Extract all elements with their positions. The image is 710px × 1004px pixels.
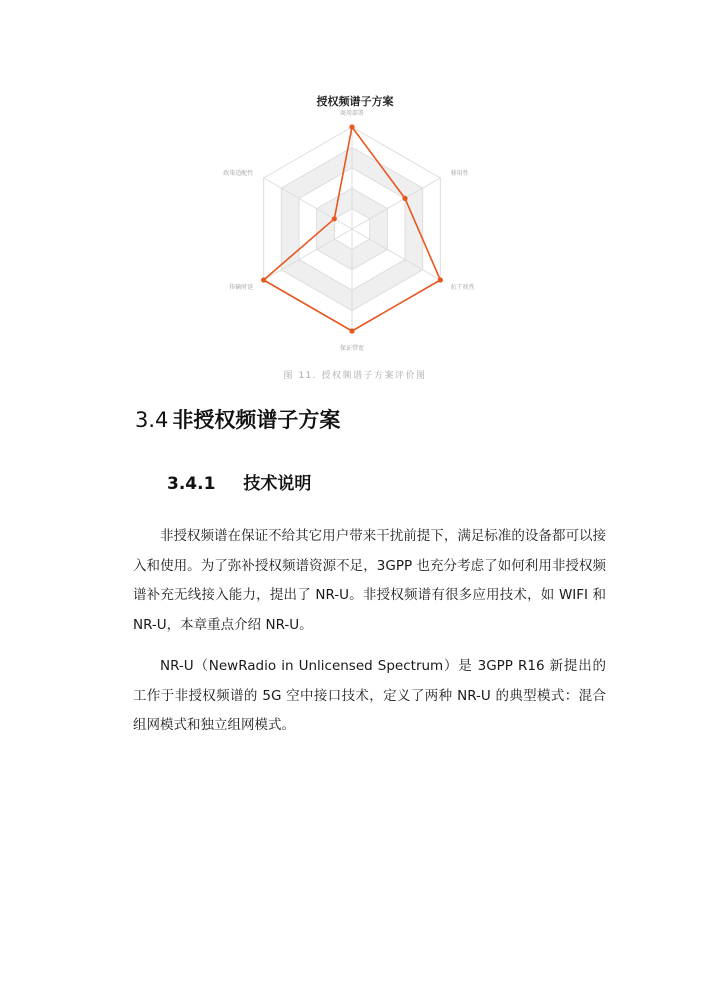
radar-axis-label: 传输时延	[229, 284, 254, 291]
radar-data-point	[438, 277, 443, 282]
radar-data-point	[349, 328, 354, 333]
radar-data-point	[402, 196, 407, 201]
radar-data-point	[349, 124, 354, 129]
section-number: 3.4	[135, 408, 169, 432]
radar-axis-label: 政策适配性	[223, 170, 254, 177]
paragraph-1: 非授权频谱在保证不给其它用户带来干扰前提下，满足标准的设备都可以接入和使用。为了弥补授权频谱资源不足，3GPP 也充分考虑了如何利用非授权频谱补充无线接入能力，提出了 NR-U。非授权频谱有很多应用技术，如 WIFI 和 NR-U，本章重点介绍 NR-U。	[133, 528, 606, 633]
radar-data-point	[332, 216, 337, 221]
radar-chart	[0, 0, 710, 370]
section-title: 非授权频谱子方案	[172, 408, 341, 432]
section-heading	[135, 404, 340, 434]
subsection-title: 技术说明	[243, 474, 312, 494]
subsection-number: 3.4.1	[167, 474, 216, 494]
radar-axis-label: 保证带宽	[339, 345, 365, 352]
paragraph-2: NR-U（NewRadio in Unlicensed Spectrum）是 3GPP R16 新提出的工作于非授权频谱的 5G 空中接口技术，定义了两种 NR-U 的典型模式：混合组网模式和独立组网模式。	[133, 658, 606, 733]
radar-data-point	[261, 277, 266, 282]
subsection-heading	[167, 469, 311, 494]
radar-axis-label: 移用性	[450, 170, 469, 177]
radar-axis-label: 商用部署	[339, 110, 365, 117]
radar-axis-label: 抗干扰性	[450, 284, 475, 291]
figure-caption: 图 11. 授权频谱子方案评价图	[283, 371, 427, 381]
chart-title: 授权频谱子方案	[316, 95, 394, 108]
